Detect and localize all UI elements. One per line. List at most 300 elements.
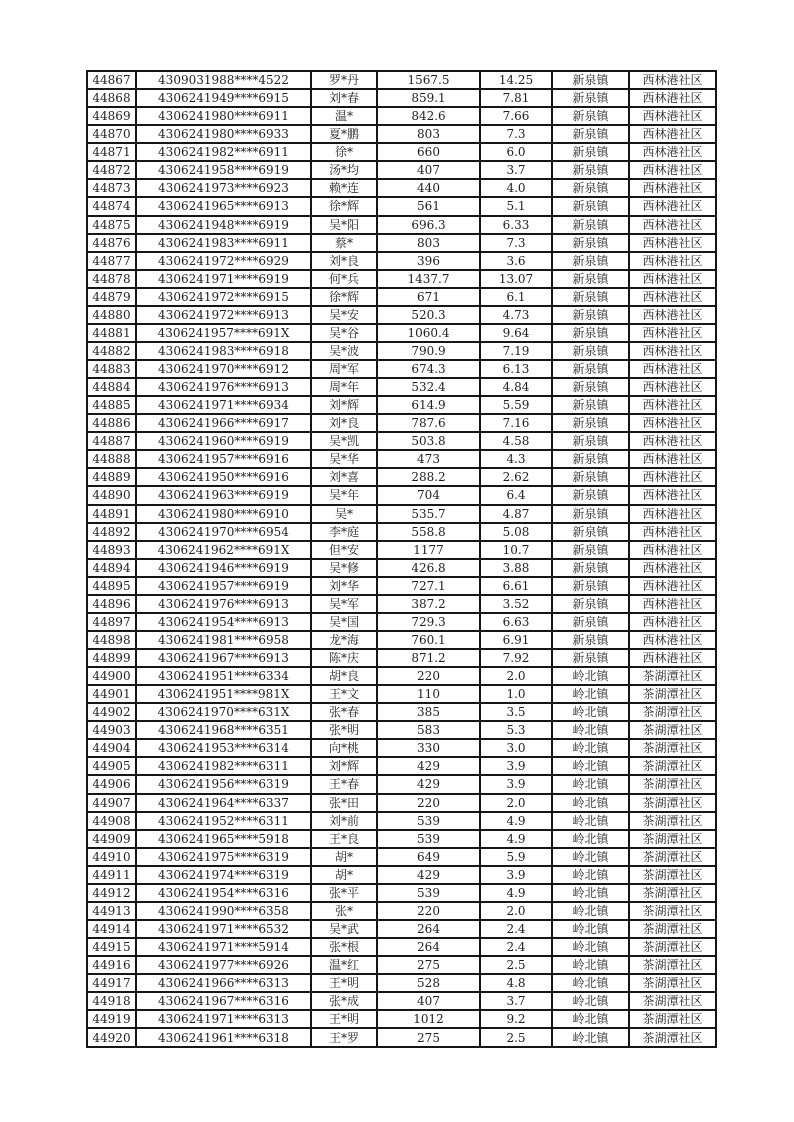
cell-serial: 44904 <box>87 739 136 757</box>
cell-town: 新泉镇 <box>552 143 629 161</box>
cell-serial: 44906 <box>87 775 136 793</box>
table-row <box>87 450 716 468</box>
cell-months: 7.3 <box>480 234 552 252</box>
cell-serial: 44898 <box>87 631 136 649</box>
cell-community: 西林港社区 <box>629 288 716 306</box>
table-row <box>87 161 716 179</box>
cell-months: 9.64 <box>480 324 552 342</box>
cell-town: 岭北镇 <box>552 739 629 757</box>
table-row <box>87 342 716 360</box>
cell-serial: 44869 <box>87 107 136 125</box>
cell-serial: 44891 <box>87 505 136 523</box>
cell-id_masked: 4306241971****6532 <box>136 920 311 938</box>
cell-community: 西林港社区 <box>629 631 716 649</box>
cell-community: 西林港社区 <box>629 342 716 360</box>
cell-id_masked: 4306241966****6917 <box>136 414 311 432</box>
table-row <box>87 775 716 793</box>
cell-months: 4.9 <box>480 830 552 848</box>
cell-months: 7.16 <box>480 414 552 432</box>
table-row <box>87 667 716 685</box>
cell-serial: 44888 <box>87 450 136 468</box>
cell-serial: 44909 <box>87 830 136 848</box>
cell-town: 岭北镇 <box>552 703 629 721</box>
cell-town: 新泉镇 <box>552 360 629 378</box>
cell-serial: 44879 <box>87 288 136 306</box>
cell-name_masked: 夏*鹏 <box>311 125 377 143</box>
cell-id_masked: 4306241972****6929 <box>136 252 311 270</box>
cell-serial: 44880 <box>87 306 136 324</box>
cell-id_masked: 4306241953****6314 <box>136 739 311 757</box>
cell-amount: 385 <box>377 703 480 721</box>
cell-town: 岭北镇 <box>552 866 629 884</box>
cell-id_masked: 4306241957****6916 <box>136 450 311 468</box>
table-row <box>87 938 716 956</box>
cell-town: 新泉镇 <box>552 468 629 486</box>
cell-months: 6.91 <box>480 631 552 649</box>
cell-amount: 275 <box>377 1028 480 1047</box>
cell-months: 6.61 <box>480 577 552 595</box>
cell-name_masked: 但*安 <box>311 541 377 559</box>
table-row <box>87 197 716 215</box>
cell-name_masked: 温*红 <box>311 956 377 974</box>
cell-months: 6.33 <box>480 216 552 234</box>
table-row <box>87 559 716 577</box>
cell-months: 3.7 <box>480 161 552 179</box>
cell-amount: 407 <box>377 992 480 1010</box>
cell-id_masked: 4306241971****6934 <box>136 396 311 414</box>
cell-serial: 44918 <box>87 992 136 1010</box>
table-row <box>87 721 716 739</box>
table-row <box>87 378 716 396</box>
cell-id_masked: 4306241957****691X <box>136 324 311 342</box>
cell-serial: 44872 <box>87 161 136 179</box>
table-row <box>87 848 716 866</box>
table-row <box>87 505 716 523</box>
cell-months: 13.07 <box>480 270 552 288</box>
cell-id_masked: 4306241974****6319 <box>136 866 311 884</box>
cell-name_masked: 王*文 <box>311 685 377 703</box>
cell-amount: 729.3 <box>377 613 480 631</box>
cell-serial: 44878 <box>87 270 136 288</box>
cell-amount: 264 <box>377 920 480 938</box>
cell-serial: 44900 <box>87 667 136 685</box>
table-row <box>87 306 716 324</box>
cell-town: 岭北镇 <box>552 721 629 739</box>
cell-serial: 44873 <box>87 179 136 197</box>
cell-town: 新泉镇 <box>552 613 629 631</box>
cell-town: 岭北镇 <box>552 974 629 992</box>
cell-amount: 790.9 <box>377 342 480 360</box>
cell-community: 茶湖潭社区 <box>629 794 716 812</box>
cell-community: 西林港社区 <box>629 161 716 179</box>
cell-name_masked: 胡* <box>311 866 377 884</box>
table-row <box>87 107 716 125</box>
cell-serial: 44874 <box>87 197 136 215</box>
cell-serial: 44902 <box>87 703 136 721</box>
cell-id_masked: 4306241976****6913 <box>136 595 311 613</box>
cell-amount: 561 <box>377 197 480 215</box>
cell-name_masked: 张*田 <box>311 794 377 812</box>
cell-community: 西林港社区 <box>629 486 716 504</box>
cell-name_masked: 吴*安 <box>311 306 377 324</box>
cell-id_masked: 4306241982****6311 <box>136 757 311 775</box>
cell-serial: 44917 <box>87 974 136 992</box>
cell-name_masked: 张*平 <box>311 884 377 902</box>
table-row <box>87 288 716 306</box>
cell-amount: 264 <box>377 938 480 956</box>
cell-name_masked: 徐* <box>311 143 377 161</box>
cell-name_masked: 张* <box>311 902 377 920</box>
cell-serial: 44915 <box>87 938 136 956</box>
cell-id_masked: 4306241976****6913 <box>136 378 311 396</box>
cell-amount: 220 <box>377 667 480 685</box>
cell-name_masked: 刘*辉 <box>311 757 377 775</box>
cell-town: 新泉镇 <box>552 107 629 125</box>
cell-amount: 649 <box>377 848 480 866</box>
cell-amount: 1060.4 <box>377 324 480 342</box>
cell-amount: 387.2 <box>377 595 480 613</box>
cell-serial: 44908 <box>87 812 136 830</box>
cell-town: 岭北镇 <box>552 757 629 775</box>
table-row <box>87 920 716 938</box>
cell-town: 岭北镇 <box>552 685 629 703</box>
cell-months: 4.9 <box>480 812 552 830</box>
cell-months: 7.92 <box>480 649 552 667</box>
cell-amount: 429 <box>377 866 480 884</box>
cell-community: 茶湖潭社区 <box>629 866 716 884</box>
cell-name_masked: 向*桃 <box>311 739 377 757</box>
cell-amount: 614.9 <box>377 396 480 414</box>
cell-name_masked: 刘*辉 <box>311 396 377 414</box>
cell-town: 新泉镇 <box>552 649 629 667</box>
cell-name_masked: 徐*辉 <box>311 288 377 306</box>
cell-serial: 44901 <box>87 685 136 703</box>
cell-town: 岭北镇 <box>552 920 629 938</box>
cell-serial: 44919 <box>87 1010 136 1028</box>
cell-serial: 44914 <box>87 920 136 938</box>
cell-community: 西林港社区 <box>629 505 716 523</box>
cell-community: 茶湖潭社区 <box>629 902 716 920</box>
cell-community: 西林港社区 <box>629 468 716 486</box>
cell-serial: 44868 <box>87 89 136 107</box>
table-row <box>87 89 716 107</box>
cell-serial: 44875 <box>87 216 136 234</box>
cell-id_masked: 4306241961****6318 <box>136 1028 311 1047</box>
cell-months: 5.1 <box>480 197 552 215</box>
cell-town: 新泉镇 <box>552 252 629 270</box>
cell-town: 新泉镇 <box>552 216 629 234</box>
cell-serial: 44892 <box>87 523 136 541</box>
cell-amount: 696.3 <box>377 216 480 234</box>
cell-name_masked: 王*明 <box>311 1010 377 1028</box>
cell-serial: 44883 <box>87 360 136 378</box>
cell-id_masked: 4306241951****6334 <box>136 667 311 685</box>
cell-amount: 674.3 <box>377 360 480 378</box>
cell-amount: 220 <box>377 902 480 920</box>
table-row <box>87 866 716 884</box>
cell-town: 新泉镇 <box>552 125 629 143</box>
cell-town: 新泉镇 <box>552 270 629 288</box>
cell-community: 茶湖潭社区 <box>629 739 716 757</box>
cell-town: 岭北镇 <box>552 794 629 812</box>
cell-months: 4.0 <box>480 179 552 197</box>
cell-id_masked: 4306241957****6919 <box>136 577 311 595</box>
cell-community: 茶湖潭社区 <box>629 721 716 739</box>
cell-serial: 44867 <box>87 71 136 89</box>
cell-community: 西林港社区 <box>629 216 716 234</box>
cell-town: 新泉镇 <box>552 450 629 468</box>
cell-community: 茶湖潭社区 <box>629 920 716 938</box>
cell-community: 西林港社区 <box>629 360 716 378</box>
cell-id_masked: 4306241990****6358 <box>136 902 311 920</box>
cell-name_masked: 吴*军 <box>311 595 377 613</box>
table-row <box>87 270 716 288</box>
table-row <box>87 234 716 252</box>
cell-community: 茶湖潭社区 <box>629 685 716 703</box>
cell-community: 西林港社区 <box>629 197 716 215</box>
cell-serial: 44876 <box>87 234 136 252</box>
cell-town: 岭北镇 <box>552 667 629 685</box>
table-row <box>87 1028 716 1047</box>
table-row <box>87 414 716 432</box>
cell-serial: 44894 <box>87 559 136 577</box>
cell-id_masked: 4306241972****6913 <box>136 306 311 324</box>
cell-community: 茶湖潭社区 <box>629 757 716 775</box>
cell-id_masked: 4306241968****6351 <box>136 721 311 739</box>
cell-town: 新泉镇 <box>552 396 629 414</box>
cell-community: 西林港社区 <box>629 450 716 468</box>
cell-id_masked: 4306241967****6913 <box>136 649 311 667</box>
cell-id_masked: 4306241952****6311 <box>136 812 311 830</box>
cell-months: 3.9 <box>480 757 552 775</box>
cell-town: 新泉镇 <box>552 234 629 252</box>
cell-community: 茶湖潭社区 <box>629 703 716 721</box>
cell-months: 7.3 <box>480 125 552 143</box>
cell-months: 2.5 <box>480 1028 552 1047</box>
cell-serial: 44905 <box>87 757 136 775</box>
cell-months: 3.5 <box>480 703 552 721</box>
cell-amount: 220 <box>377 794 480 812</box>
cell-months: 6.4 <box>480 486 552 504</box>
cell-town: 新泉镇 <box>552 324 629 342</box>
records-table-container <box>86 70 715 1048</box>
cell-community: 茶湖潭社区 <box>629 812 716 830</box>
cell-town: 岭北镇 <box>552 938 629 956</box>
table-row <box>87 252 716 270</box>
cell-serial: 44899 <box>87 649 136 667</box>
cell-months: 6.0 <box>480 143 552 161</box>
cell-amount: 803 <box>377 234 480 252</box>
cell-months: 2.4 <box>480 938 552 956</box>
cell-community: 茶湖潭社区 <box>629 1028 716 1047</box>
cell-amount: 330 <box>377 739 480 757</box>
cell-town: 新泉镇 <box>552 486 629 504</box>
cell-town: 新泉镇 <box>552 288 629 306</box>
cell-id_masked: 4306241980****6933 <box>136 125 311 143</box>
cell-community: 西林港社区 <box>629 541 716 559</box>
cell-months: 3.9 <box>480 775 552 793</box>
cell-name_masked: 周*军 <box>311 360 377 378</box>
cell-town: 新泉镇 <box>552 179 629 197</box>
cell-months: 7.81 <box>480 89 552 107</box>
cell-months: 2.0 <box>480 667 552 685</box>
cell-community: 茶湖潭社区 <box>629 667 716 685</box>
cell-town: 新泉镇 <box>552 378 629 396</box>
cell-id_masked: 4306241983****6911 <box>136 234 311 252</box>
cell-amount: 671 <box>377 288 480 306</box>
cell-name_masked: 温* <box>311 107 377 125</box>
cell-name_masked: 王*罗 <box>311 1028 377 1047</box>
table-row <box>87 71 716 89</box>
cell-id_masked: 4306241980****6911 <box>136 107 311 125</box>
table-row <box>87 992 716 1010</box>
cell-name_masked: 王*春 <box>311 775 377 793</box>
cell-months: 6.63 <box>480 613 552 631</box>
cell-name_masked: 吴*武 <box>311 920 377 938</box>
cell-amount: 803 <box>377 125 480 143</box>
cell-town: 岭北镇 <box>552 830 629 848</box>
cell-town: 岭北镇 <box>552 884 629 902</box>
cell-name_masked: 吴* <box>311 505 377 523</box>
cell-town: 新泉镇 <box>552 432 629 450</box>
cell-id_masked: 4306241972****6915 <box>136 288 311 306</box>
cell-name_masked: 周*年 <box>311 378 377 396</box>
records-table <box>86 70 717 1048</box>
cell-community: 西林港社区 <box>629 396 716 414</box>
cell-months: 2.0 <box>480 902 552 920</box>
cell-community: 西林港社区 <box>629 559 716 577</box>
cell-town: 新泉镇 <box>552 541 629 559</box>
cell-community: 西林港社区 <box>629 179 716 197</box>
cell-community: 西林港社区 <box>629 143 716 161</box>
cell-community: 茶湖潭社区 <box>629 830 716 848</box>
cell-amount: 704 <box>377 486 480 504</box>
table-row <box>87 595 716 613</box>
cell-serial: 44912 <box>87 884 136 902</box>
cell-id_masked: 4306241954****6913 <box>136 613 311 631</box>
cell-name_masked: 吴*阳 <box>311 216 377 234</box>
cell-amount: 539 <box>377 884 480 902</box>
cell-amount: 583 <box>377 721 480 739</box>
cell-serial: 44887 <box>87 432 136 450</box>
cell-community: 西林港社区 <box>629 324 716 342</box>
cell-months: 7.66 <box>480 107 552 125</box>
cell-name_masked: 张*明 <box>311 721 377 739</box>
cell-id_masked: 4306241980****6910 <box>136 505 311 523</box>
cell-serial: 44893 <box>87 541 136 559</box>
cell-months: 10.7 <box>480 541 552 559</box>
cell-town: 岭北镇 <box>552 812 629 830</box>
cell-amount: 1012 <box>377 1010 480 1028</box>
cell-town: 新泉镇 <box>552 71 629 89</box>
cell-name_masked: 张*成 <box>311 992 377 1010</box>
cell-amount: 727.1 <box>377 577 480 595</box>
cell-town: 岭北镇 <box>552 992 629 1010</box>
cell-id_masked: 4306241949****6915 <box>136 89 311 107</box>
cell-serial: 44897 <box>87 613 136 631</box>
table-row <box>87 649 716 667</box>
table-row <box>87 216 716 234</box>
cell-name_masked: 李*庭 <box>311 523 377 541</box>
cell-community: 茶湖潭社区 <box>629 992 716 1010</box>
cell-name_masked: 刘*喜 <box>311 468 377 486</box>
records-table-body <box>87 71 716 1047</box>
cell-community: 西林港社区 <box>629 234 716 252</box>
cell-amount: 440 <box>377 179 480 197</box>
table-row <box>87 577 716 595</box>
cell-serial: 44871 <box>87 143 136 161</box>
cell-id_masked: 4306241948****6919 <box>136 216 311 234</box>
cell-town: 新泉镇 <box>552 414 629 432</box>
cell-town: 新泉镇 <box>552 197 629 215</box>
cell-amount: 473 <box>377 450 480 468</box>
cell-name_masked: 徐*辉 <box>311 197 377 215</box>
cell-name_masked: 陈*庆 <box>311 649 377 667</box>
cell-months: 4.8 <box>480 974 552 992</box>
cell-months: 4.9 <box>480 884 552 902</box>
cell-community: 西林港社区 <box>629 378 716 396</box>
table-row <box>87 432 716 450</box>
cell-months: 3.9 <box>480 866 552 884</box>
cell-name_masked: 吴*年 <box>311 486 377 504</box>
table-row <box>87 794 716 812</box>
cell-name_masked: 刘*良 <box>311 252 377 270</box>
cell-serial: 44889 <box>87 468 136 486</box>
cell-community: 茶湖潭社区 <box>629 1010 716 1028</box>
cell-town: 新泉镇 <box>552 89 629 107</box>
cell-community: 西林港社区 <box>629 613 716 631</box>
cell-amount: 288.2 <box>377 468 480 486</box>
cell-id_masked: 4306241983****6918 <box>136 342 311 360</box>
cell-months: 14.25 <box>480 71 552 89</box>
cell-months: 9.2 <box>480 1010 552 1028</box>
cell-name_masked: 胡* <box>311 848 377 866</box>
cell-id_masked: 4306241971****6919 <box>136 270 311 288</box>
cell-name_masked: 张*春 <box>311 703 377 721</box>
cell-amount: 528 <box>377 974 480 992</box>
cell-town: 新泉镇 <box>552 306 629 324</box>
cell-months: 4.84 <box>480 378 552 396</box>
cell-months: 7.19 <box>480 342 552 360</box>
cell-months: 5.9 <box>480 848 552 866</box>
cell-amount: 660 <box>377 143 480 161</box>
table-row <box>87 812 716 830</box>
cell-community: 西林港社区 <box>629 306 716 324</box>
cell-id_masked: 4306241946****6919 <box>136 559 311 577</box>
cell-serial: 44895 <box>87 577 136 595</box>
cell-town: 新泉镇 <box>552 161 629 179</box>
cell-amount: 859.1 <box>377 89 480 107</box>
cell-amount: 1177 <box>377 541 480 559</box>
table-row <box>87 360 716 378</box>
cell-serial: 44890 <box>87 486 136 504</box>
cell-id_masked: 4306241950****6916 <box>136 468 311 486</box>
table-row <box>87 541 716 559</box>
cell-name_masked: 王*明 <box>311 974 377 992</box>
cell-amount: 275 <box>377 956 480 974</box>
cell-name_masked: 何*兵 <box>311 270 377 288</box>
cell-name_masked: 蔡* <box>311 234 377 252</box>
cell-id_masked: 4306241956****6319 <box>136 775 311 793</box>
cell-amount: 429 <box>377 775 480 793</box>
cell-serial: 44916 <box>87 956 136 974</box>
cell-serial: 44910 <box>87 848 136 866</box>
cell-amount: 407 <box>377 161 480 179</box>
cell-serial: 44870 <box>87 125 136 143</box>
cell-id_masked: 4306241975****6319 <box>136 848 311 866</box>
cell-name_masked: 吴*国 <box>311 613 377 631</box>
table-row <box>87 1010 716 1028</box>
